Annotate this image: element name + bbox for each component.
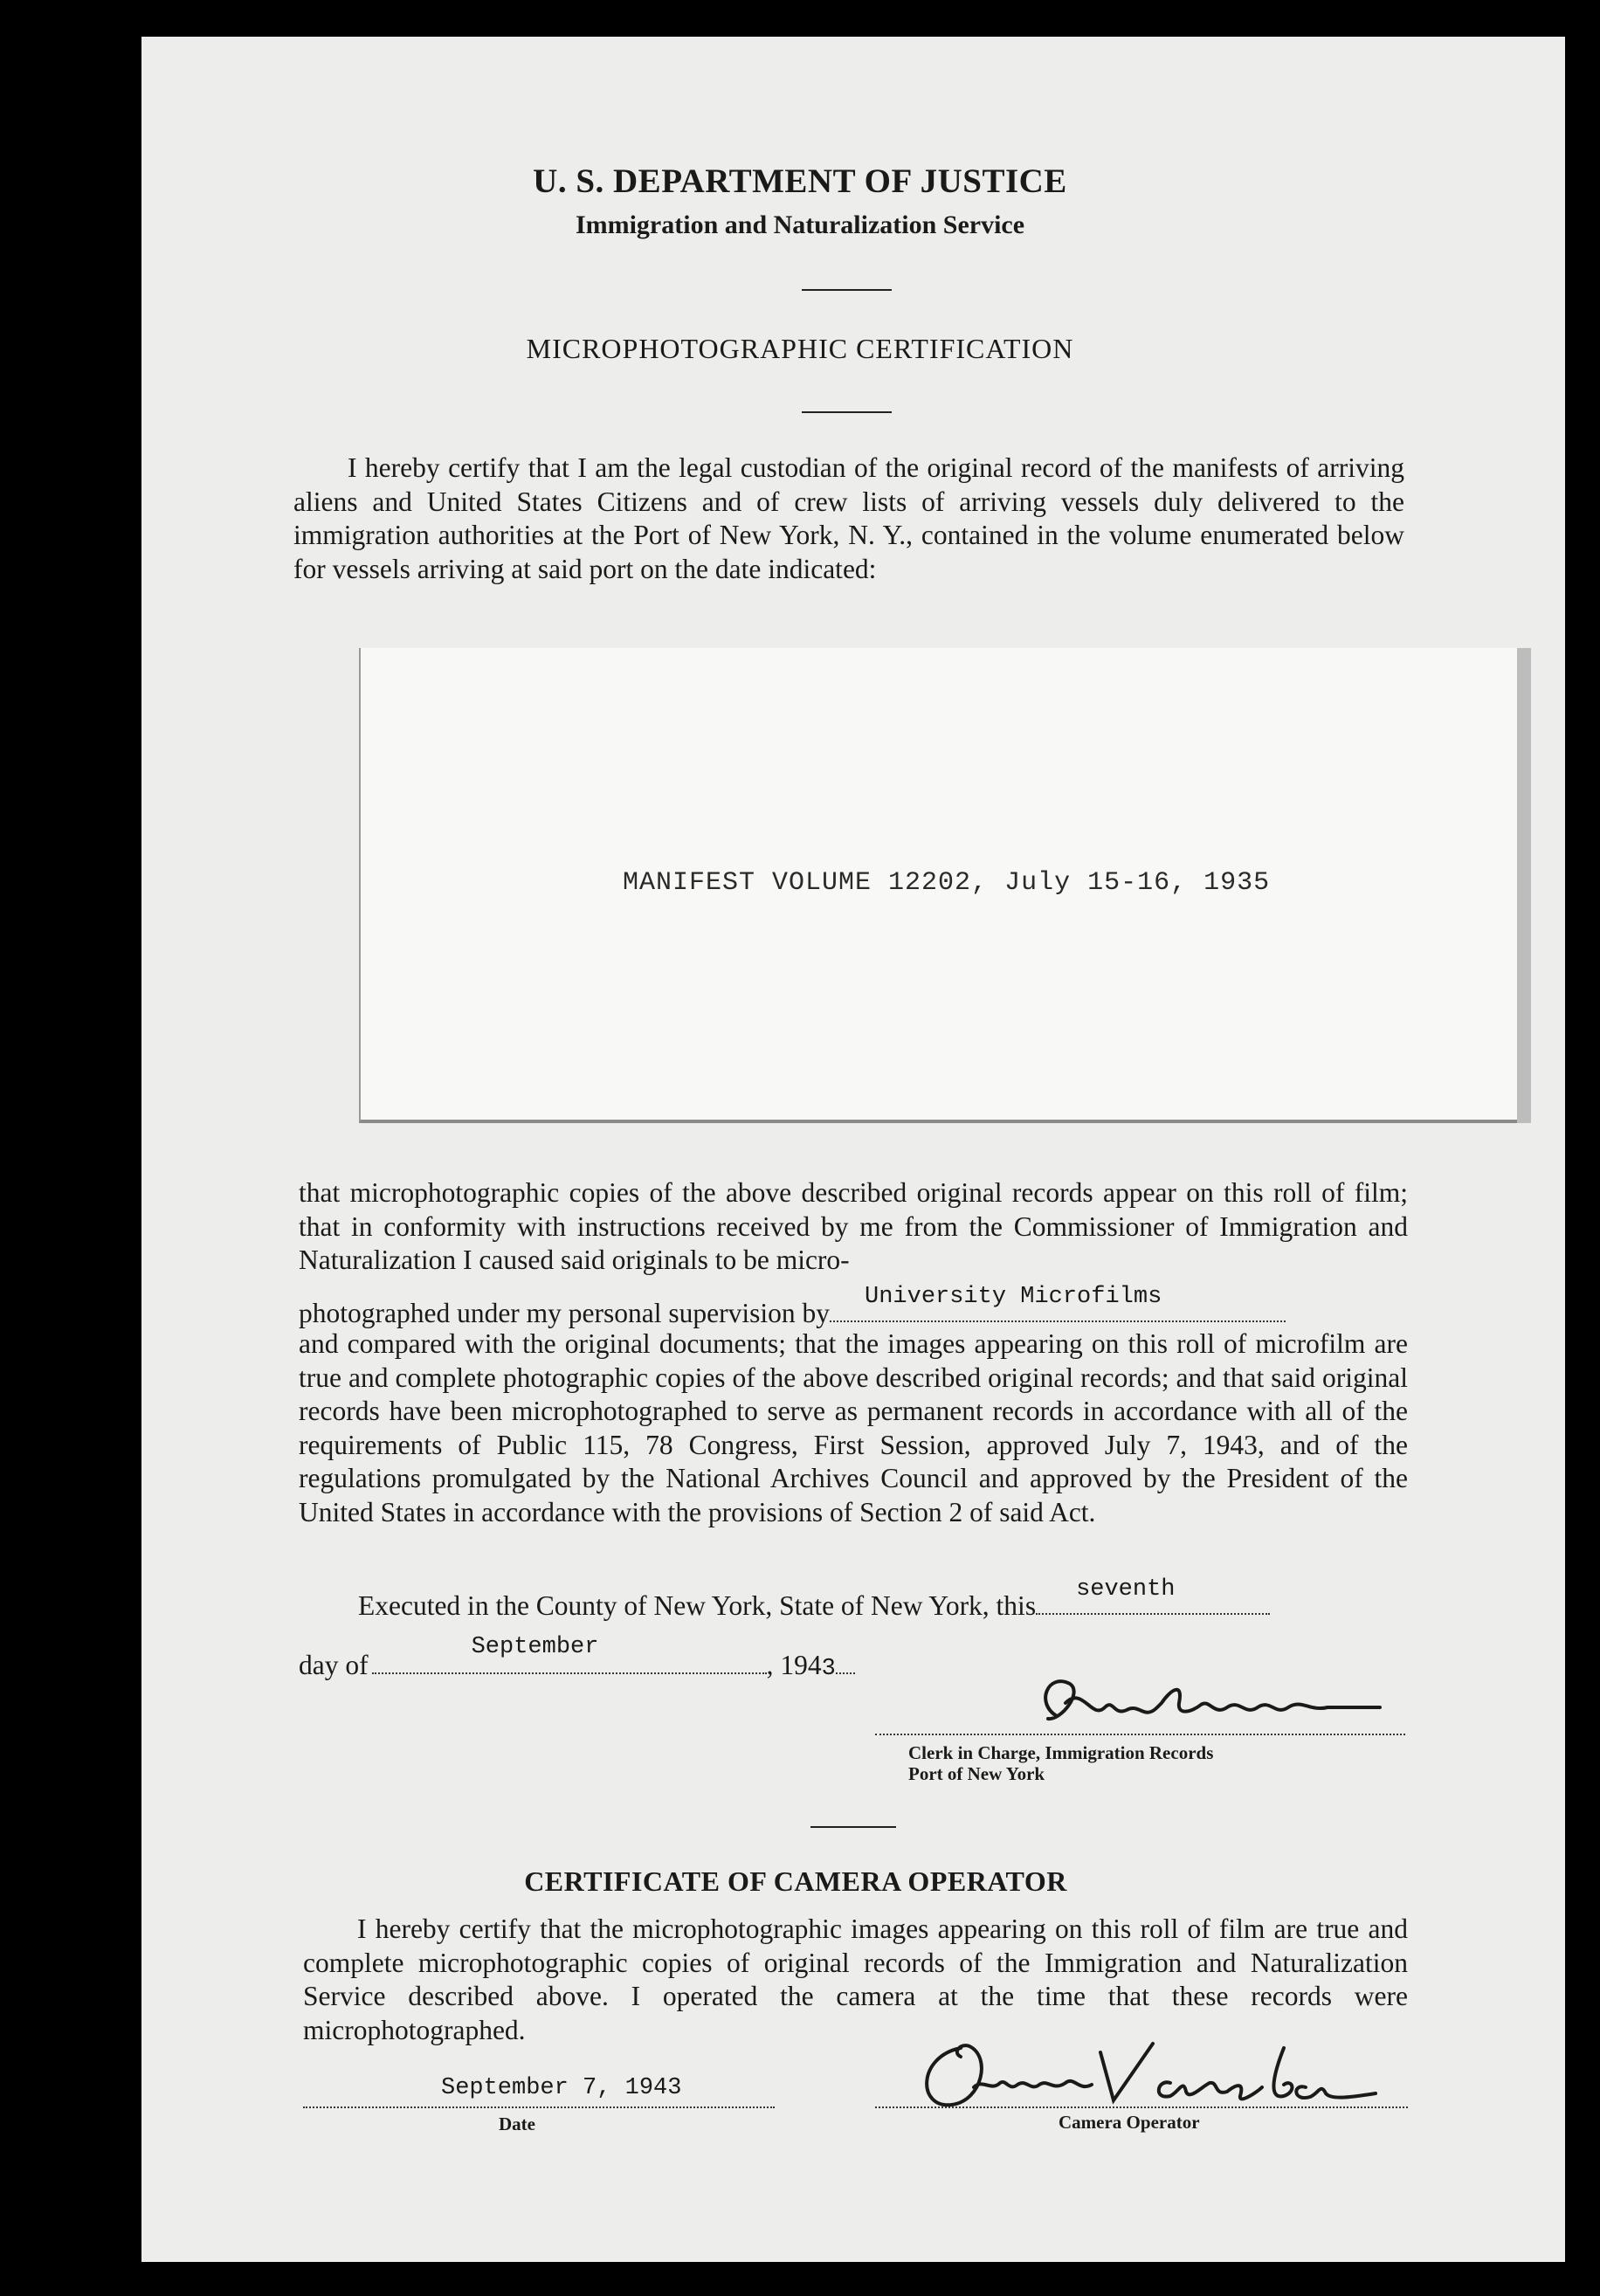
supervision-line xyxy=(299,1284,1286,1329)
date-value: September 7, 1943 xyxy=(441,2075,682,2101)
month-value: September xyxy=(471,1634,599,1660)
year-field xyxy=(836,1646,855,1674)
manifest-volume-text: MANIFEST VOLUME 12202, July 15-16, 1935 xyxy=(623,868,1271,898)
day-of-label: day of xyxy=(299,1650,369,1680)
document-subtitle: Immigration and Naturalization Service xyxy=(575,210,1025,239)
execution-prefix: Executed in the County of New York, State of New York, this xyxy=(358,1590,1037,1621)
clerk-title-line1: Clerk in Charge, Immigration Records xyxy=(908,1742,1214,1763)
clerk-signature xyxy=(1031,1668,1389,1742)
date-line xyxy=(299,1634,855,1682)
date-label: Date xyxy=(499,2113,535,2134)
year-digit: 3 xyxy=(821,1656,836,1682)
execution-line xyxy=(358,1576,1270,1622)
month-field xyxy=(372,1634,767,1674)
camera-operator-paragraph: I hereby certify that the microphotographic images appearing on this roll of film are true and complete microphotographic copies of original records of the Immigration and Naturalization Service described above. I operated the camera at the time that these records were microphotographed. xyxy=(303,1913,1408,2045)
clerk-title-line2: Port of New York xyxy=(908,1763,1045,1784)
supervision-field xyxy=(830,1284,1286,1322)
divider xyxy=(810,1826,896,1828)
document-title: U. S. DEPARTMENT OF JUSTICE xyxy=(533,162,1067,200)
divider xyxy=(802,411,892,413)
supervision-value: University Microfilms xyxy=(865,1284,1162,1310)
operator-label: Camera Operator xyxy=(1059,2112,1200,2133)
day-field xyxy=(1036,1576,1270,1615)
body-paragraph-end: and compared with the original documents; that the images appearing on this roll of microfilm are true and complete photographic copies of the above described original records; and that said original records have been microphotographed to serve as permanent records in accordance with all of the requirements of Public 115, 78 Congress, First Session, approved July 7, 1943, and of the regulations promulgated by the National Archives Council and approved by the President of the United States in accordance with the provisions of Section 2 of said Act. xyxy=(299,1328,1408,1527)
day-value: seventh xyxy=(1076,1576,1176,1603)
certification-title: MICROPHOTOGRAPHIC CERTIFICATION xyxy=(526,333,1074,364)
body-paragraph-start: that microphotographic copies of the above described original records appear on this roll of film; that in conformity with instructions received by me from the Commissioner of Immigration and Naturalization I caused said originals to be micro- xyxy=(299,1177,1408,1275)
manifest-card xyxy=(359,648,1517,1123)
clerk-title xyxy=(908,1742,1213,1784)
camera-operator-heading: CERTIFICATE OF CAMERA OPERATOR xyxy=(524,1865,1067,1897)
supervision-prefix: photographed under my personal supervision by xyxy=(299,1298,831,1328)
divider xyxy=(802,289,892,291)
intro-paragraph: I hereby certify that I am the legal custodian of the original record of the manifests of arriving aliens and United States Citizens and of crew lists of arriving vessels duly delivered to the immigration authorities at the Port of New York, N. Y., contained in the volume enumerated below for vessels arriving at said port on the date indicated: xyxy=(293,452,1404,584)
operator-signature xyxy=(908,2031,1380,2122)
year-prefix: , 194 xyxy=(766,1650,822,1680)
